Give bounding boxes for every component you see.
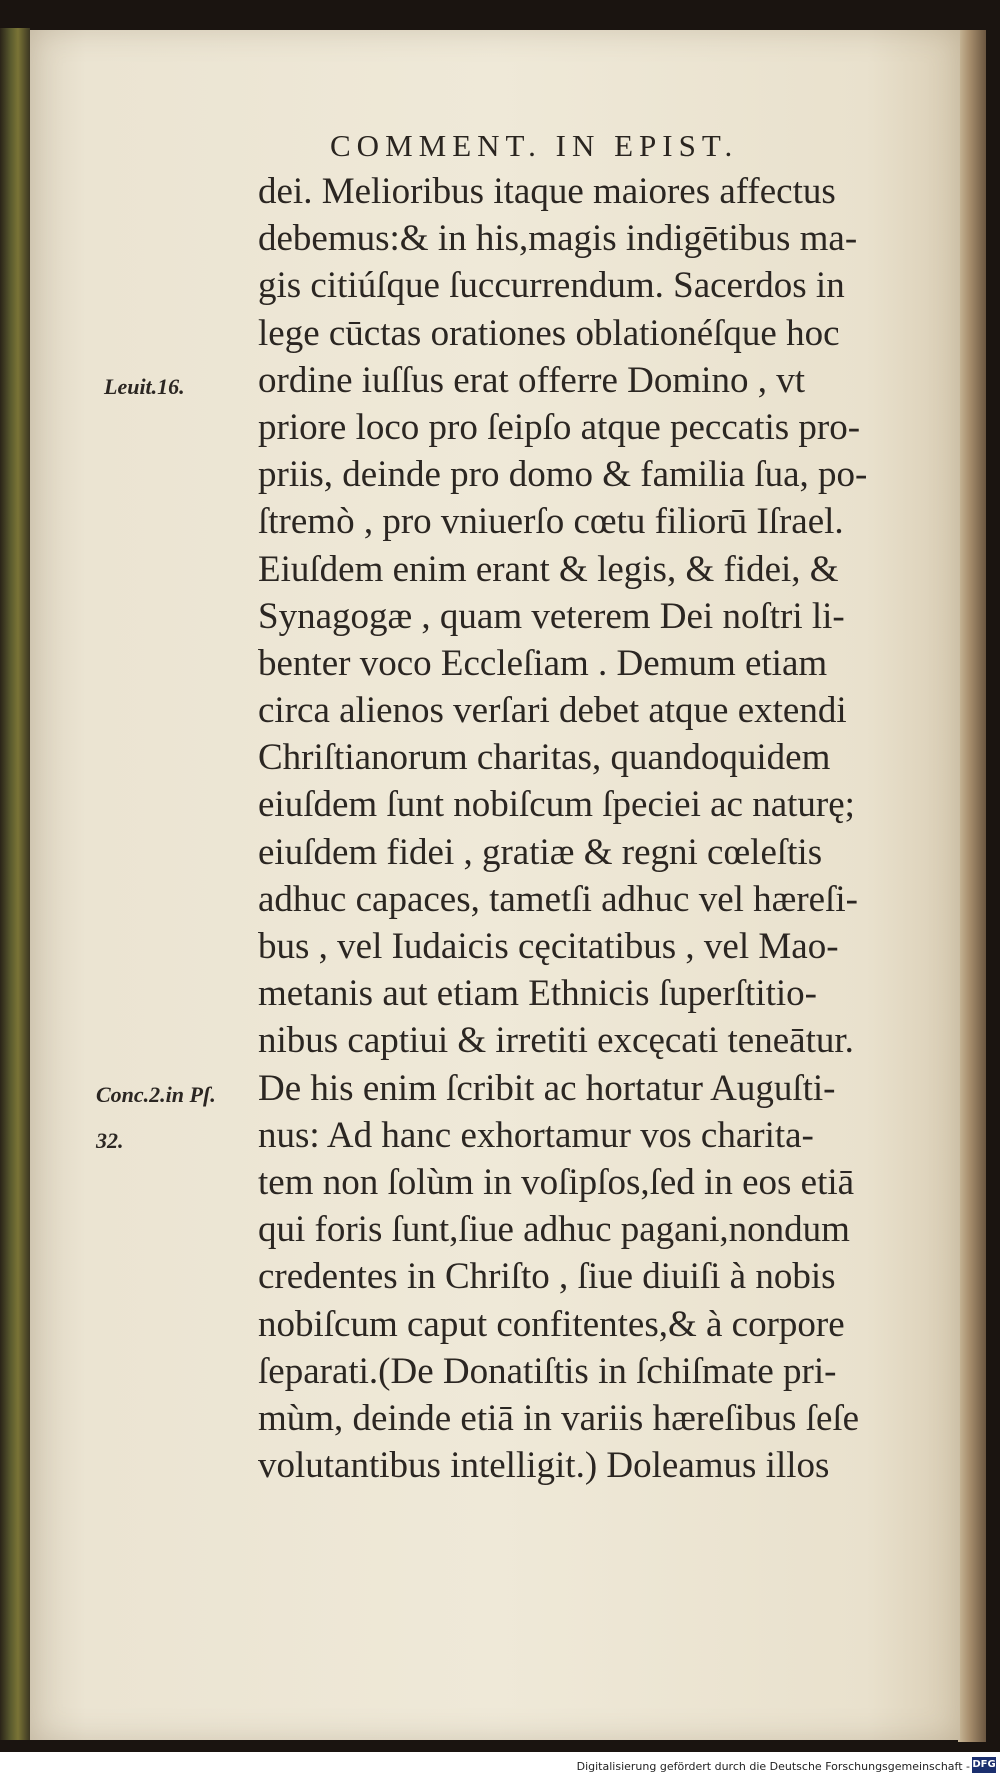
text-line: mùm, deinde etiā in variis hæreſibus ſeſe xyxy=(258,1397,860,1439)
text-line: gis citiúſque ſuccurrendum. Sacerdos in xyxy=(258,265,845,307)
text-line: qui foris ſunt,ſiue adhuc pagani,nondum xyxy=(258,1209,850,1251)
text-line: priis, deinde pro domo & familia ſua, po- xyxy=(258,454,868,496)
margin-note-leuit: Leuit.16. xyxy=(104,374,185,399)
text-line: volutantibus intelligit.) Doleamus illos xyxy=(258,1445,830,1487)
running-header: COMMENT. IN EPIST. xyxy=(330,128,739,163)
text-line: De his enim ſcribit ac hortatur Auguſti- xyxy=(258,1067,836,1109)
text-line: nus: Ad hanc exhortamur vos charita- xyxy=(258,1114,814,1156)
text-line: dei. Melioribus itaque maiores affectus xyxy=(258,171,836,212)
text-line: lege cūctas orationes oblationéſque hoc xyxy=(258,312,840,354)
text-line: Synagogæ , quam veterem Dei noſtri li- xyxy=(258,595,845,637)
text-line: Eiuſdem enim erant & legis, & fidei, & xyxy=(258,548,839,590)
text-line: nobiſcum caput confitentes,& à corpore xyxy=(258,1303,845,1345)
text-line: metanis aut etiam Ethnicis ſuperſtitio- xyxy=(258,973,817,1015)
text-line: nibus captiui & irretiti excęcati teneātur. xyxy=(258,1020,854,1062)
text-line: benter voco Eccleſiam . Demum etiam xyxy=(258,642,828,684)
funding-credit: Digitalisierung gefördert durch die Deutsche Forschungsgemeinschaft - xyxy=(576,1760,970,1773)
body-text xyxy=(258,168,938,1489)
text-line: priore loco pro ſeipſo atque peccatis pro- xyxy=(258,406,861,448)
text-line: ſtremò , pro vniuerſo cœtu filiorū Iſrael. xyxy=(258,501,844,543)
text-line: bus , vel Iudaicis cęcitatibus , vel Mao- xyxy=(258,926,839,967)
page-edges xyxy=(958,30,986,1742)
text-line: ordine iuſſus erat offerre Domino , vt xyxy=(258,359,805,401)
text-line: adhuc capaces, tametſi adhuc vel hæreſi- xyxy=(258,878,858,920)
margin-note-conc-number: 32. xyxy=(96,1128,124,1153)
text-line: eiuſdem fidei , gratiæ & regni cœleſtis xyxy=(258,831,823,873)
text-line: credentes in Chriſto , ſiue diuiſi à nobis xyxy=(258,1256,836,1298)
text-line: circa alienos verſari debet atque extendi xyxy=(258,690,847,732)
book-binding xyxy=(0,28,30,1740)
text-line: Chriſtianorum charitas, quandoquidem xyxy=(258,737,831,779)
dfg-logo: DFG xyxy=(972,1757,996,1773)
text-line: debemus:& in his,magis indigētibus ma- xyxy=(258,218,858,260)
margin-note-conc: Conc.2.in Pſ. xyxy=(96,1082,216,1107)
text-line: eiuſdem ſunt nobiſcum ſpeciei ac naturę; xyxy=(258,784,855,826)
text-line: ſeparati.(De Donatiſtis in ſchiſmate pri- xyxy=(258,1350,837,1392)
text-line: tem non ſolùm in voſipſos,ſed in eos etiā xyxy=(258,1161,855,1203)
